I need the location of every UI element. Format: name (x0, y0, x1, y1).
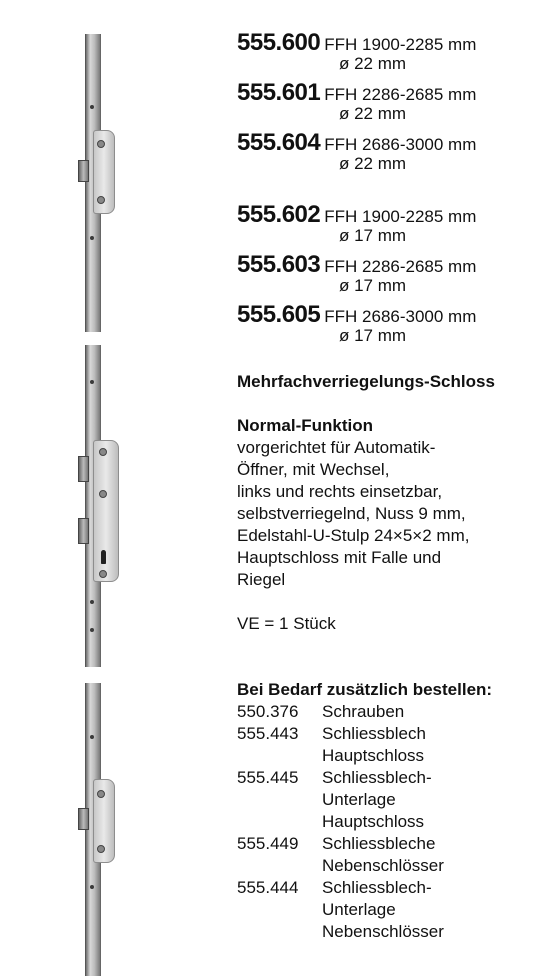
accessory-name: Schliessblech- (322, 878, 432, 897)
description-line: Riegel (237, 570, 286, 589)
packaging-unit: VE = 1 Stück (237, 614, 336, 633)
accessory-code: 555.449 (237, 834, 299, 853)
description-line: links und rechts einsetzbar, (237, 482, 443, 501)
product-entry (237, 29, 477, 73)
product-diameter: ø 22 mm (339, 104, 407, 123)
function-heading: Normal-Funktion (237, 416, 373, 435)
accessories-heading: Bei Bedarf zusätzlich bestellen: (237, 680, 493, 699)
accessory-name: Schliessblech (322, 724, 426, 743)
description-line: Edelstahl-U-Stulp 24×5×2 mm, (237, 526, 470, 545)
product-diameter: ø 17 mm (339, 226, 407, 245)
product-entry (237, 201, 477, 245)
product-entry (237, 301, 477, 345)
product-number: 555.601 (237, 79, 321, 106)
accessory-name: Hauptschloss (322, 746, 425, 765)
product-title: Mehrfachverriegelungs-Schloss (237, 372, 495, 391)
product-diameter: ø 17 mm (339, 276, 407, 295)
product-diameter: ø 17 mm (339, 326, 407, 345)
product-number: 555.605 (237, 301, 321, 328)
accessory-code: 555.444 (237, 878, 299, 897)
description-line: vorgerichtet für Automatik- (237, 438, 436, 457)
accessory-code: 555.443 (237, 724, 299, 743)
product-spec: FFH 2286-2685 mm (324, 85, 477, 104)
product-number: 555.600 (237, 29, 321, 56)
product-diameter: ø 22 mm (339, 54, 407, 73)
accessory-name: Nebenschlösser (322, 856, 444, 875)
product-entry (237, 251, 477, 295)
product-number: 555.604 (237, 129, 321, 156)
accessory-name: Hauptschloss (322, 812, 425, 831)
product-number: 555.602 (237, 201, 321, 228)
accessory-name: Schrauben (322, 702, 405, 721)
accessory-code: 550.376 (237, 702, 299, 721)
product-spec: FFH 1900-2285 mm (324, 207, 477, 226)
accessory-name: Schliessblech- (322, 768, 432, 787)
product-spec: FFH 2686-3000 mm (324, 307, 477, 326)
product-entry (237, 129, 477, 173)
product-number: 555.603 (237, 251, 321, 278)
accessory-name: Schliessbleche (322, 834, 436, 853)
product-spec: FFH 1900-2285 mm (324, 35, 477, 54)
product-entry (237, 79, 477, 123)
product-spec: FFH 2286-2685 mm (324, 257, 477, 276)
accessory-name: Nebenschlösser (322, 922, 444, 941)
product-spec: FFH 2686-3000 mm (324, 135, 477, 154)
description-line: Hauptschloss mit Falle und (237, 548, 442, 567)
accessory-name: Unterlage (322, 790, 396, 809)
product-diameter: ø 22 mm (339, 154, 407, 173)
accessory-name: Unterlage (322, 900, 396, 919)
accessory-code: 555.445 (237, 768, 299, 787)
description-line: selbstverriegelnd, Nuss 9 mm, (237, 504, 466, 523)
description-line: Öffner, mit Wechsel, (237, 460, 390, 479)
